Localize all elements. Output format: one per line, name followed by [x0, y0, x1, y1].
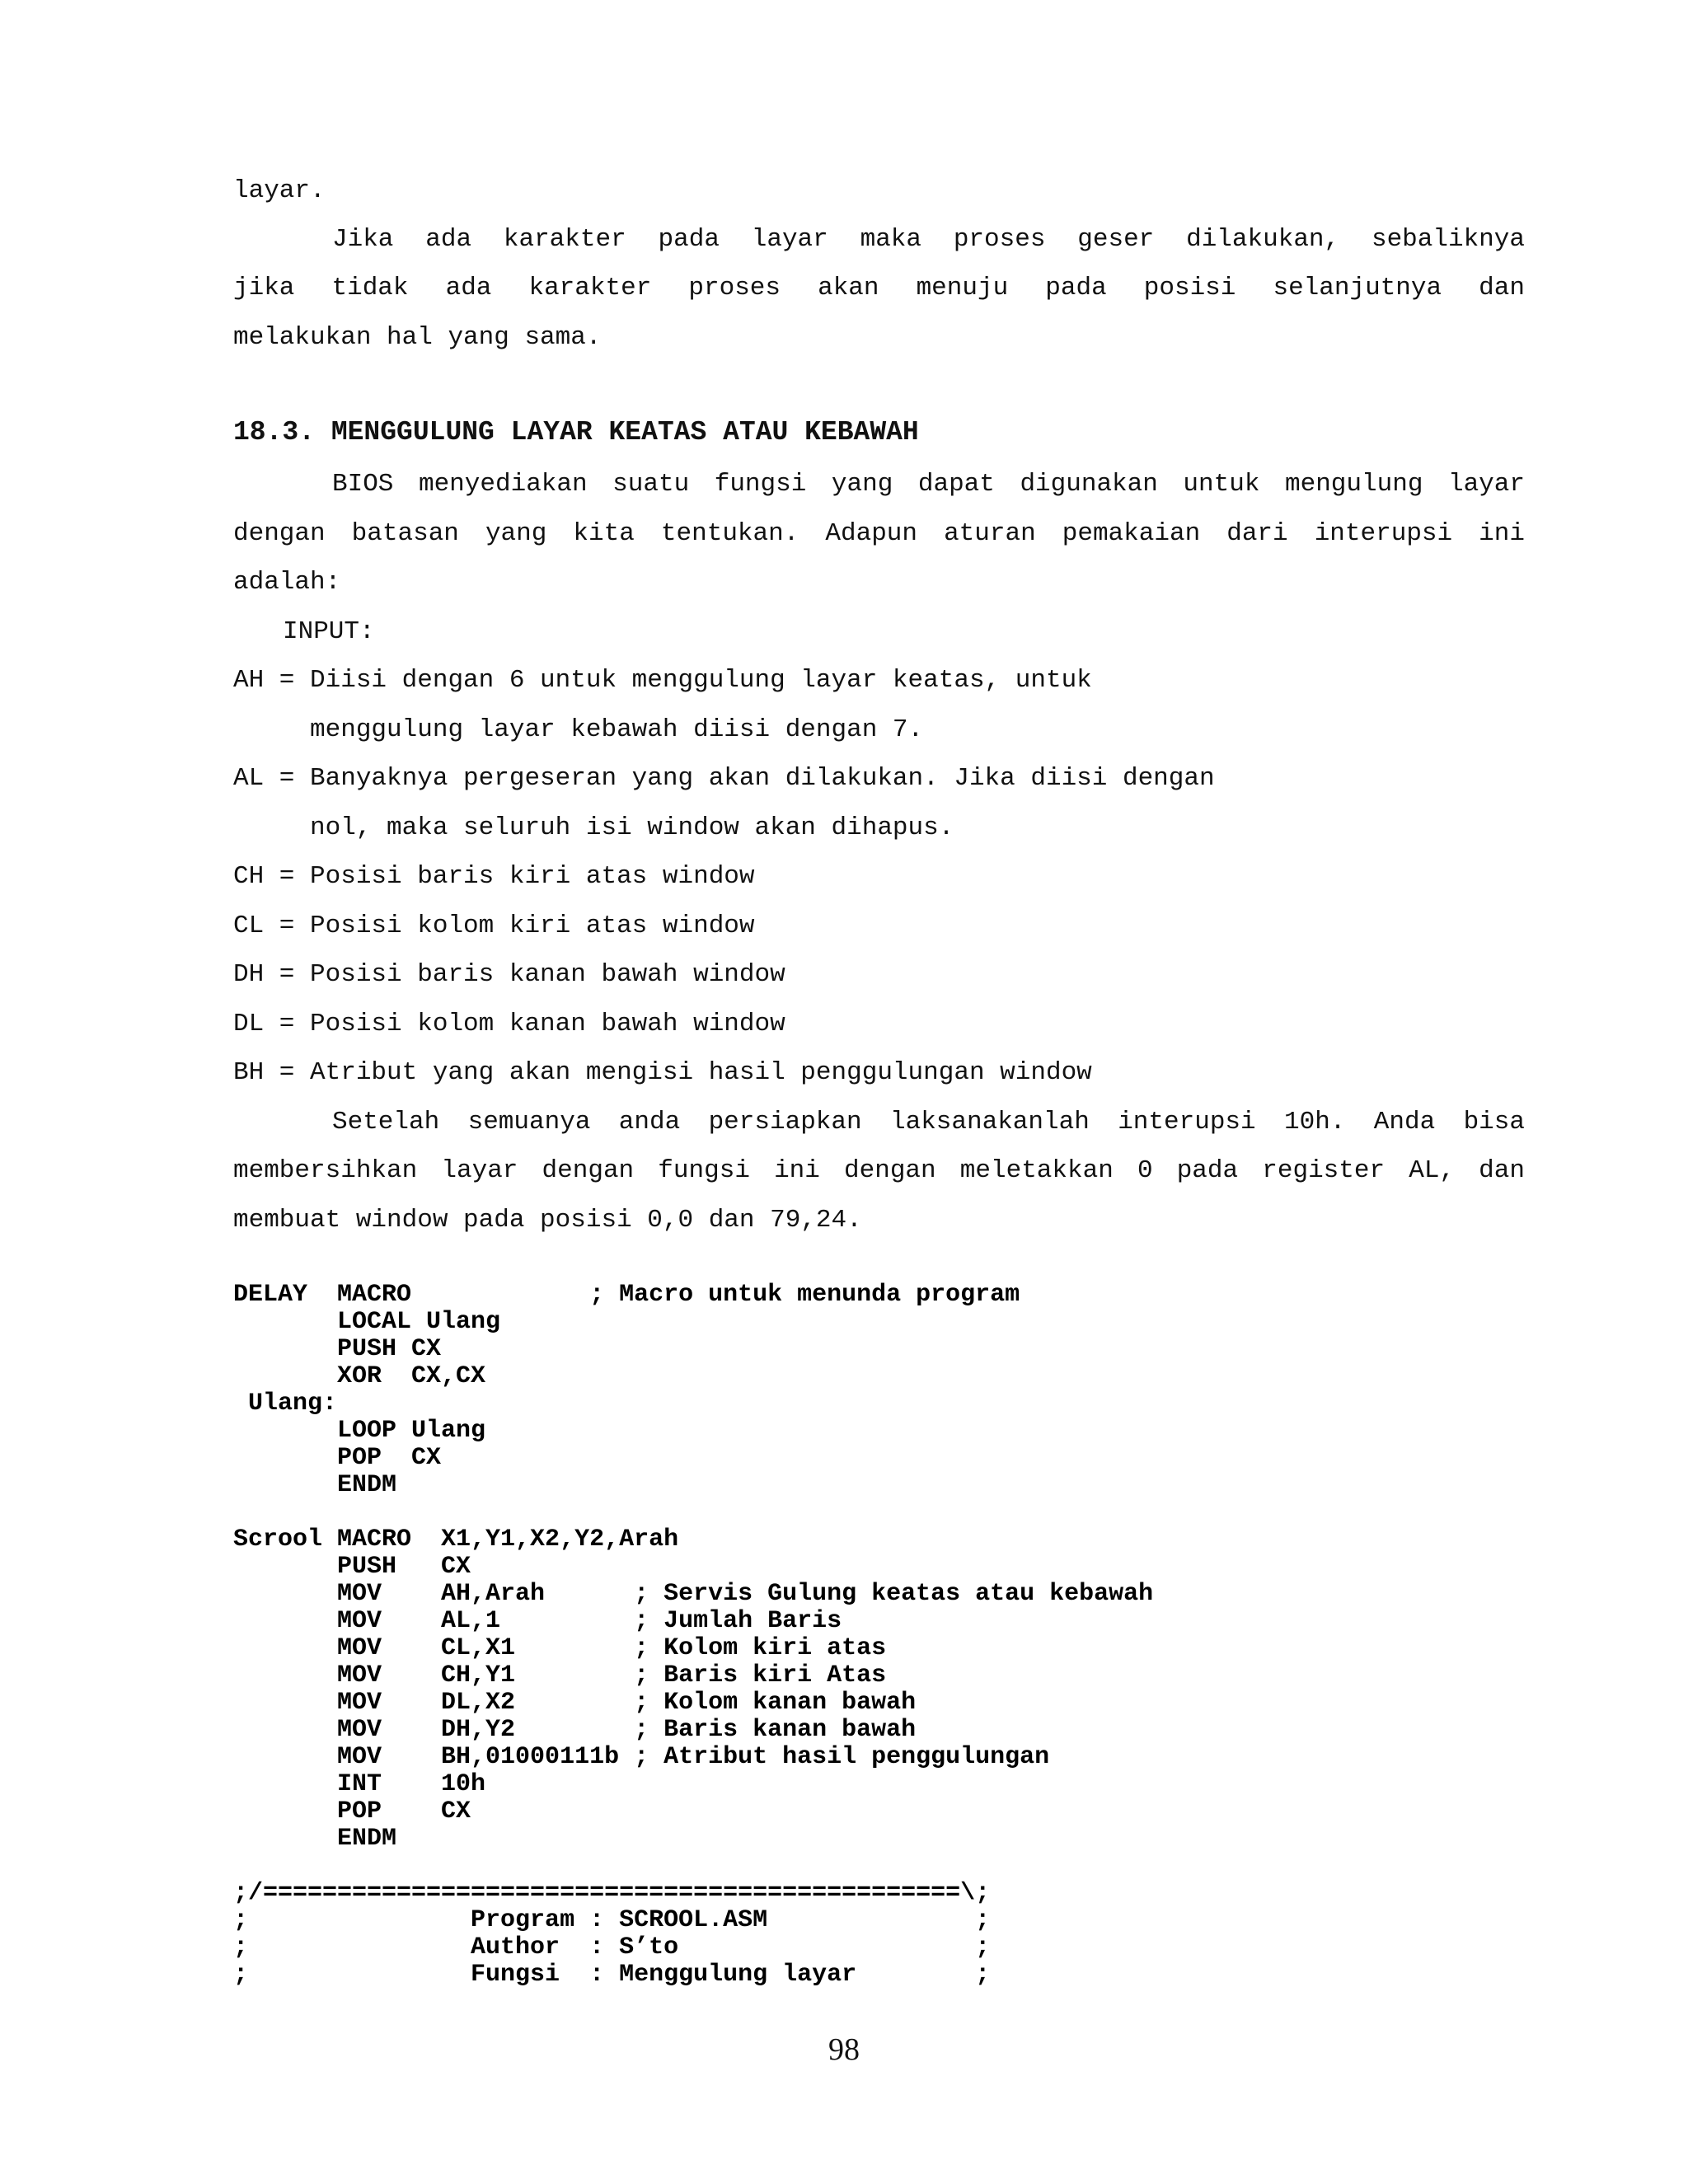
code-line: POP CX	[233, 1444, 442, 1472]
code-line: ENDM	[233, 1471, 397, 1499]
code-line: PUSH CX	[233, 1335, 442, 1363]
code-line: XOR CX,CX	[233, 1362, 486, 1390]
register-line: nol, maka seluruh isi window akan dihapus.	[233, 813, 954, 842]
code-line: Scrool MACRO X1,Y1,X2,Y2,Arah	[233, 1526, 679, 1554]
paragraph-line: jika tidak ada karakter proses akan menuju pada posisi selanjutnya dan	[233, 274, 1525, 302]
code-line: ;/===============================================\;	[233, 1879, 991, 1907]
code-line: ENDM	[233, 1825, 397, 1853]
code-line: LOOP Ulang	[233, 1417, 486, 1445]
register-line: CL = Posisi kolom kiri atas window	[233, 912, 755, 940]
code-line: MOV CL,X1 ; Kolom kiri atas	[233, 1634, 887, 1662]
code-line: PUSH CX	[233, 1553, 471, 1581]
paragraph-line: adalah:	[233, 568, 341, 597]
code-line: MOV DH,Y2 ; Baris kanan bawah	[233, 1716, 917, 1744]
register-line: BH = Atribut yang akan mengisi hasil penggulungan window	[233, 1058, 1092, 1087]
code-line: MOV CH,Y1 ; Baris kiri Atas	[233, 1661, 887, 1690]
code-line: MOV DL,X2 ; Kolom kanan bawah	[233, 1689, 917, 1717]
page-number: 98	[828, 2032, 860, 2067]
paragraph-line: melakukan hal yang sama.	[233, 323, 602, 352]
code-line: POP CX	[233, 1797, 471, 1825]
paragraph-line: Setelah semuanya anda persiapkan laksanakanlah interupsi 10h. Anda bisa	[332, 1108, 1525, 1137]
code-line: ; Fungsi : Menggulung layar ;	[233, 1961, 991, 1989]
code-line: DELAY MACRO ; Macro untuk menunda program	[233, 1281, 1020, 1309]
register-line: DH = Posisi baris kanan bawah window	[233, 960, 785, 989]
paragraph-line: BIOS menyediakan suatu fungsi yang dapat digunakan untuk mengulung layar	[332, 470, 1525, 499]
code-line: Ulang:	[233, 1390, 338, 1418]
code-line: INT 10h	[233, 1770, 486, 1798]
paragraph-line: membersihkan layar dengan fungsi ini dengan meletakkan 0 pada register AL, dan	[233, 1156, 1525, 1185]
text-line: layar.	[233, 176, 326, 205]
register-line: CH = Posisi baris kiri atas window	[233, 862, 755, 891]
code-line: LOCAL Ulang	[233, 1308, 501, 1336]
section-heading: 18.3. MENGGULUNG LAYAR KEATAS ATAU KEBAWAH	[233, 417, 919, 448]
code-line: MOV AL,1 ; Jumlah Baris	[233, 1607, 842, 1635]
register-line: menggulung layar kebawah diisi dengan 7.	[233, 715, 924, 744]
input-label: INPUT:	[283, 617, 375, 646]
code-line: MOV AH,Arah ; Servis Gulung keatas atau kebawah	[233, 1580, 1154, 1608]
paragraph-line: dengan batasan yang kita tentukan. Adapun aturan pemakaian dari interupsi ini	[233, 519, 1525, 548]
code-line: MOV BH,01000111b ; Atribut hasil penggulungan	[233, 1743, 1050, 1771]
paragraph-line: membuat window pada posisi 0,0 dan 79,24.	[233, 1206, 862, 1235]
code-line: ; Program : SCROOL.ASM ;	[233, 1906, 991, 1934]
register-line: DL = Posisi kolom kanan bawah window	[233, 1010, 785, 1038]
register-line: AH = Diisi dengan 6 untuk menggulung layar keatas, untuk	[233, 666, 1092, 695]
register-line: AL = Banyaknya pergeseran yang akan dilakukan. Jika diisi dengan	[233, 764, 1215, 793]
paragraph-line: Jika ada karakter pada layar maka proses geser dilakukan, sebaliknya	[332, 225, 1525, 254]
code-line: ; Author : S’to ;	[233, 1933, 991, 1961]
